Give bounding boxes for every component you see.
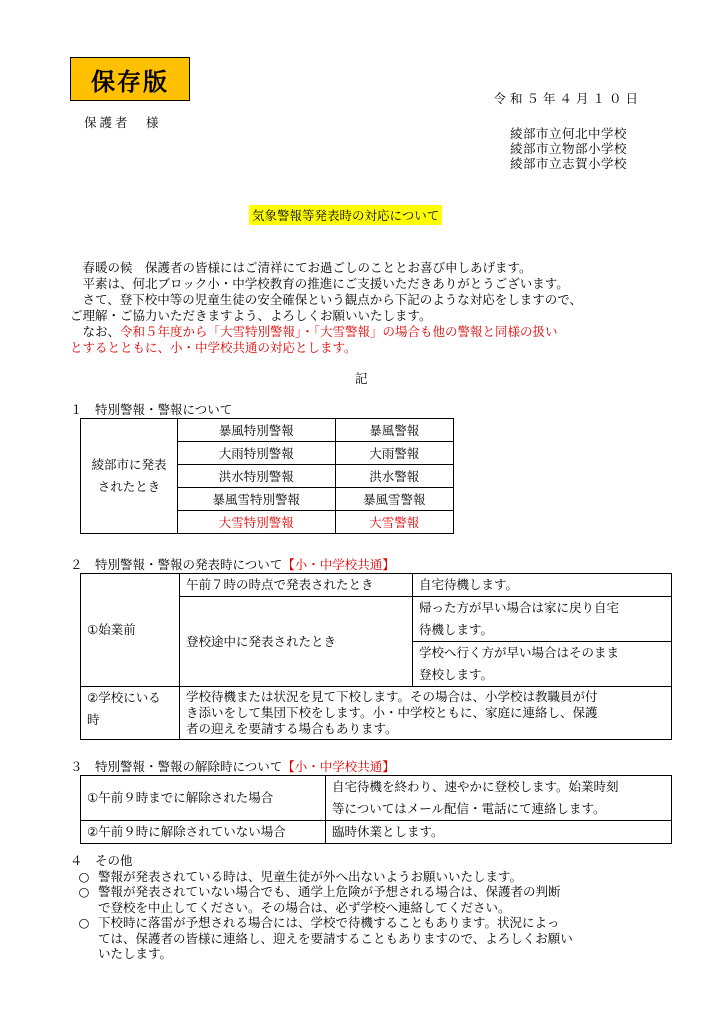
- letter-body: [70, 260, 670, 356]
- action-line: 等についてはメール配信・電話にて連絡します。: [332, 801, 606, 816]
- case-action: 自宅待機します。: [413, 574, 672, 597]
- section2-heading-text: ２ 特別警報・警報の発表時について: [70, 557, 283, 572]
- label-line: ②学校にいる: [87, 690, 161, 705]
- case-action: [326, 776, 672, 821]
- list-item: [70, 869, 670, 885]
- warning: 暴風雪警報: [335, 488, 453, 511]
- section2-table: [80, 573, 672, 740]
- case-action: 臨時休業とします。: [326, 821, 672, 844]
- sender-name: 綾部市立何北中学校: [510, 126, 628, 141]
- ki-marker: 記: [355, 371, 368, 386]
- section2-tag: 【小・中学校共通】: [282, 557, 395, 572]
- section4: [70, 853, 670, 962]
- item-line: で登校を中止してください。その場合は、必ず学校へ連絡してください。: [98, 899, 511, 915]
- body-paragraph: 平素は、何北ブロック小・中学校教育の推進にご支援いただきありがとうございます。: [70, 276, 569, 291]
- section3-table: [80, 775, 672, 844]
- case-action: [413, 642, 672, 687]
- case-published-7am: 午前７時の時点で発表されたとき: [180, 574, 413, 597]
- body-paragraph: さて、登下校中等の児童生徒の安全確保という観点から下記のような対応をしますので、: [70, 292, 583, 307]
- area-label: 綾部市に発表: [91, 457, 167, 472]
- sender-name: 綾部市立志賀小学校: [510, 156, 628, 171]
- sender-name: 綾部市立物部小学校: [510, 141, 628, 156]
- label-line: 時: [87, 712, 100, 727]
- warning: 暴風警報: [335, 419, 453, 442]
- highlight-text: とするとともに、小・中学校共通の対応とします。: [70, 340, 357, 355]
- senders: [510, 126, 627, 171]
- body-paragraph: ご理解・ご協力いただきますよう、よろしくお願いいたします。: [70, 308, 432, 323]
- section1-heading: １ 特別警報・警報について: [70, 402, 233, 417]
- section2-heading: [70, 555, 395, 573]
- case-action: [413, 597, 672, 642]
- item-line: ては、保護者の皆様に連絡し、迎えを要請することもありますので、よろしくお願い: [98, 930, 573, 946]
- section1-table: [80, 418, 454, 534]
- action-line: 帰った方が早い場合は家に戻り自宅: [419, 600, 620, 615]
- at-school-action: [180, 687, 672, 740]
- document-title: 気象警報等発表時の対応について: [249, 205, 442, 225]
- not-lifted-9am: ②午前９時に解除されていない場合: [81, 821, 326, 844]
- action-line: 学校待機または状況を見て下校します。その場合は、小学校は教職員が付: [186, 689, 598, 704]
- lifted-before-9am: ①午前９時までに解除された場合: [81, 776, 326, 821]
- special-warning: 暴風特別警報: [178, 419, 336, 442]
- recipient: 保護者 様: [84, 115, 162, 130]
- item-line: 警報が発表されている時は、児童生徒が外へ出ないようお願いいたします。: [98, 868, 523, 884]
- bullet-icon: ○: [78, 868, 90, 884]
- section3-heading-text: ３ 特別警報・警報の解除時について: [70, 759, 283, 774]
- area-cell: [81, 419, 178, 534]
- section4-heading: ４ その他: [70, 853, 133, 868]
- warning: 大雨警報: [335, 442, 453, 465]
- section3-tag: 【小・中学校共通】: [282, 759, 395, 774]
- action-line: 待機します。: [419, 622, 494, 637]
- before-school-label: ①始業前: [81, 574, 180, 687]
- action-line: き添いをして集団下校をします。小・中学校ともに、家庭に連絡し、保護: [186, 705, 598, 720]
- item-line: いたします。: [98, 946, 173, 961]
- archive-stamp: 保存版: [70, 57, 190, 101]
- special-warning: 大雪特別警報: [178, 511, 336, 534]
- item-line: 警報が発表されていない場合でも、通学上危険が予想される場合は、保護者の判断: [98, 884, 561, 899]
- special-warning: 暴風雪特別警報: [178, 488, 336, 511]
- action-line: 学校へ行く方が早い場合はそのまま: [419, 645, 620, 660]
- bullet-icon: ○: [78, 915, 90, 930]
- body-text: なお、: [70, 324, 121, 339]
- at-school-label: [81, 687, 180, 740]
- action-line: 者の迎えを要請する場合もあります。: [186, 721, 398, 736]
- warning: 大雪警報: [335, 511, 453, 534]
- highlight-text: 令和５年度から「大雪特別警報」・「大雪警報」の場合も他の警報と同様の扱い: [120, 324, 558, 339]
- special-warning: 大雨特別警報: [178, 442, 336, 465]
- case-during-commute: 登校途中に発表されたとき: [180, 597, 413, 687]
- body-paragraph: 春暖の候 保護者の皆様にはご清祥にてお過ごしのこととお喜び申しあげます。: [70, 260, 532, 275]
- bullet-icon: ○: [78, 884, 90, 899]
- item-line: 下校時に落雷が予想される場合には、学校で待機することもあります。状況によっ: [98, 915, 560, 930]
- document-date: 令和５年４月１０日: [493, 91, 642, 106]
- area-label: されたとき: [97, 479, 161, 494]
- special-warning: 洪水特別警報: [178, 465, 336, 488]
- action-line: 登校します。: [419, 667, 494, 682]
- list-item: [70, 884, 670, 915]
- body-paragraph: [70, 324, 670, 340]
- section3-heading: [70, 757, 395, 775]
- action-line: 自宅待機を終わり、速やかに登校します。始業時刻: [332, 779, 619, 794]
- warning: 洪水警報: [335, 465, 453, 488]
- list-item: [70, 915, 670, 962]
